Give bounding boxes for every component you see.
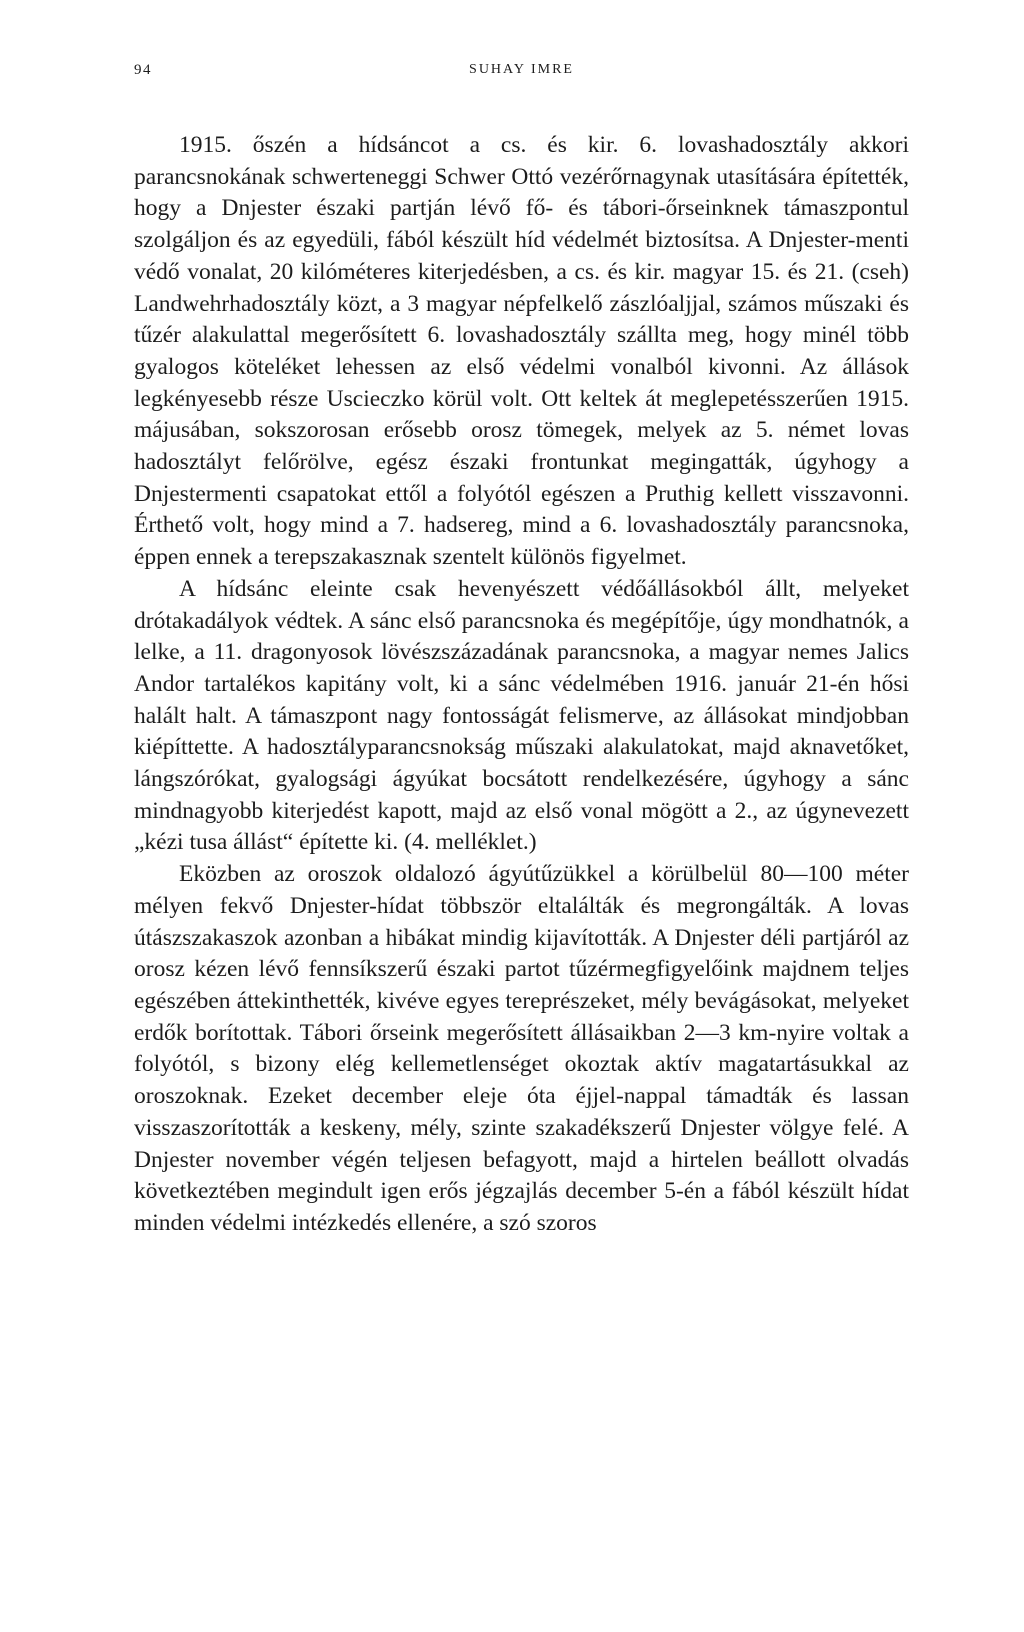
running-head-title: SUHAY IMRE <box>469 62 574 77</box>
running-head <box>134 62 909 88</box>
paragraph-2: A hídsánc eleinte csak hevenyészett védőállásokból állt, melyeket drótakadályok védtek. A sánc első parancsnoka és megépítője, úgy mondhatnók, a lelke, a 11. dragonyosok lövészszázadának parancsnoka, a magyar nemes Jalics Andor tartalékos kapitány volt, ki a sánc védelmében 1916. január 21-én hősi halált halt. A támaszpont nagy fontosságát felismerve, az állásokat mindjobban kiépíttette. A hadosztályparancsnokság műszaki alakulatokat, majd aknavetőket, lángszórókat, gyalogsági ágyúkat bocsátott rendelkezésére, úgyhogy a sánc mindnagyobb kiterjedést kapott, majd az első vonal mögött a 2., az úgynevezett „kézi tusa állást“ építette ki. (4. melléklet.) <box>134 575 909 856</box>
paragraph-1: 1915. őszén a hídsáncot a cs. és kir. 6. lovashadosztály akkori parancsnokának schwerteneggi Schwer Ottó vezérőrnagynak utasítására építették, hogy a Dnjester északi partján lévő fő- és tábori-őrseinknek támaszpontul szolgáljon és az egyedüli, fából készült híd védelmét biztosítsa. A Dnjester-menti védő vonalat, 20 kilóméteres kiterjedésben, a cs. és kir. magyar 15. és 21. (cseh) Landwehrhadosztály közt, a 3 magyar népfelkelő zászlóaljjal, számos műszaki és tűzér alakulattal megerősített 6. lovashadosztály szállta meg, hogy minél több gyalogos köteléket lehessen az első védelmi vonalból kivonni. Az állások legkényesebb része Uscieczko körül volt. Ott keltek át meglepetésszerűen 1915. májusában, sokszorosan erősebb orosz tömegek, melyek az 5. német lovas hadosztályt felőrölve, egész északi frontunkat megingatták, úgyhogy a Dnjestermenti csapatokat ettől a folyótól egészen a Pruthig kellett visszavonni. Érthető volt, hogy mind a 7. hadsereg, mind a 6. lovashadosztály parancsnoka, éppen ennek a terepszakasznak szentelt különös figyelmet. <box>134 132 909 571</box>
page-number: 94 <box>134 62 152 78</box>
paragraph-3: Eközben az oroszok oldalozó ágyútűzükkel a körülbelül 80—100 méter mélyen fekvő Dnjester-hídat többször eltalálták és megrongálták. A lovas útászszakaszok azonban a hibákat mindig kijavították. A Dnjester déli partjáról az orosz kézen lévő fennsíkszerű északi partot tűzérmegfigyelőink majdnem teljes egészében áttekinthették, kivéve egyes tereprészeket, mély bevágásokat, melyeket erdők borítottak. Tábori őrseink megerősített állásaikban 2—3 km-nyire voltak a folyótól, s bizony elég kellemetlenséget okoztak aktív magatartásukkal az oroszoknak. Ezeket december eleje óta éjjel-nappal támadták és lassan visszaszorították a keskeny, mély, szinte szakadékszerű Dnjester völgye felé. A Dnjester november végén teljesen befagyott, majd a hirtelen beállott olvadás következtében megindult igen erős jégzajlás december 5-én a fából készült hídat minden védelmi intézkedés ellenére, a szó szoros <box>134 861 909 1236</box>
body-text <box>134 130 909 1240</box>
